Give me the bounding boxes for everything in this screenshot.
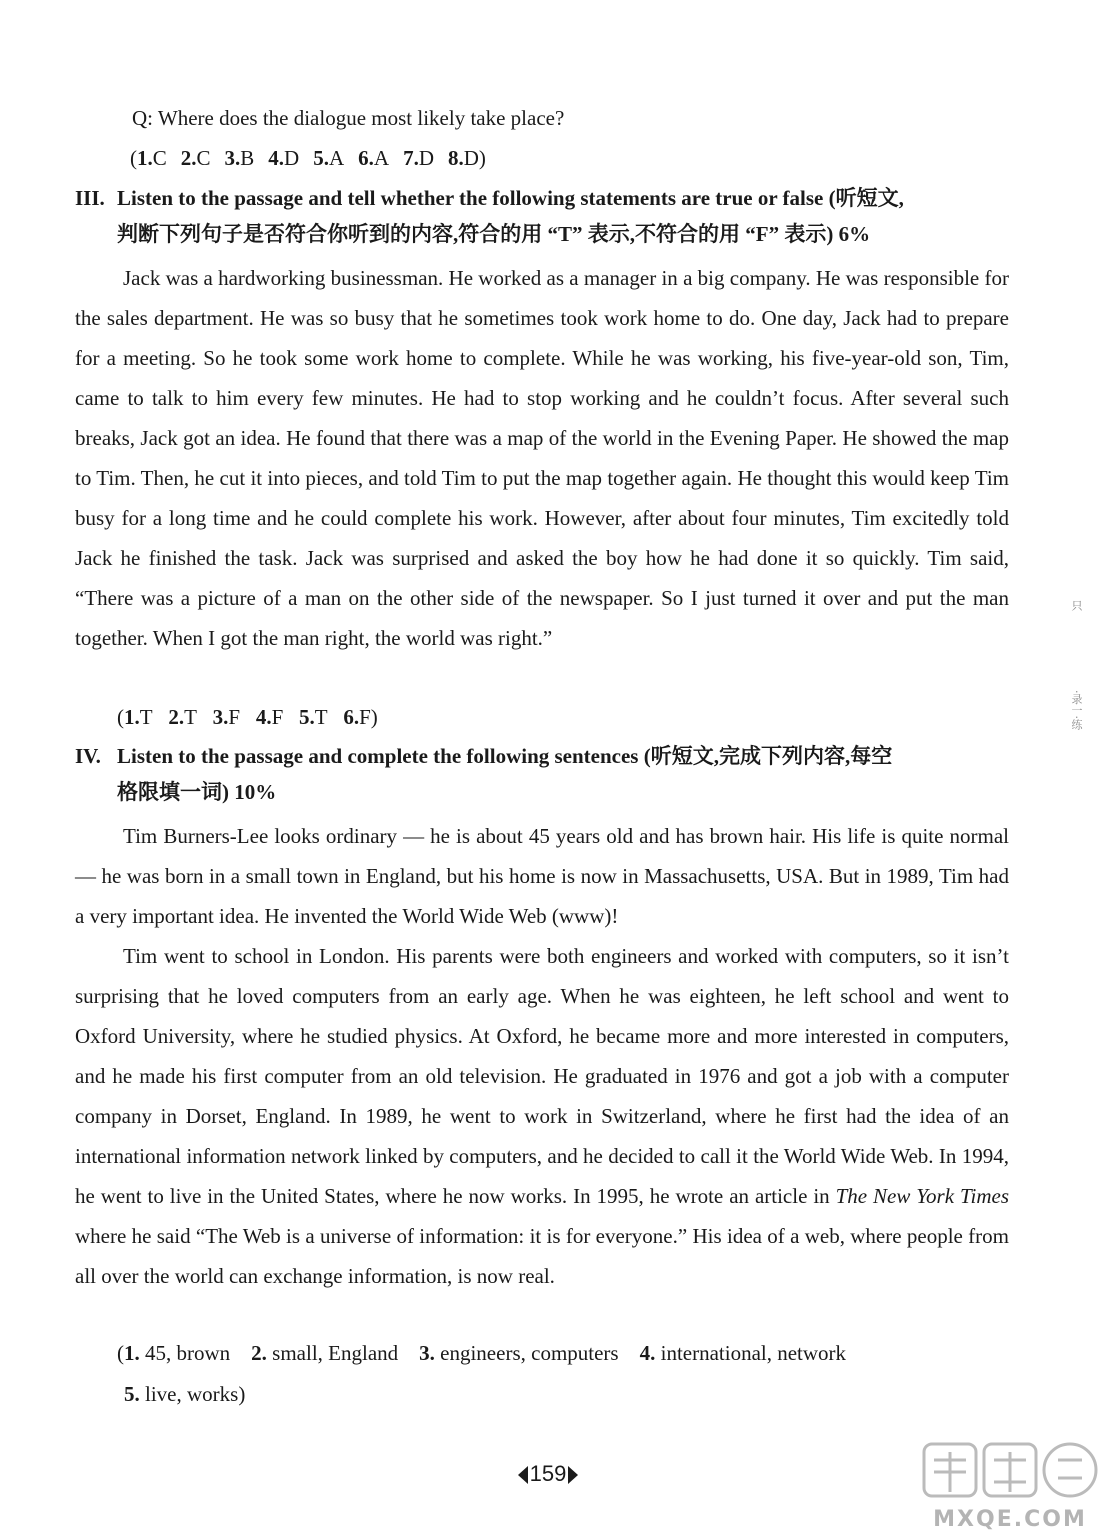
section-4-heading bbox=[75, 738, 1025, 810]
question-text: Q: Where does the dialogue most likely take place? bbox=[132, 106, 565, 130]
answer-key-section-3: (1.T 2.T 3.F 4.F 5.T 6.F) bbox=[117, 705, 378, 729]
answer-item: 6.A bbox=[358, 146, 390, 170]
section-3-passage: Jack was a hardworking businessman. He worked as a manager in a big company. He was responsible for the sales department. He was so busy that he sometimes took work home to do. One day, Jack had to prepare for a meeting. So he took some work home to complete. While he was working, his five-year-old son, Tim, came to talk to him every few minutes. He had to stop working and he couldn’t focus. After several such breaks, Jack got an idea. He found that there was a map of the world in the Evening Paper. He showed the map to Tim. Then, he cut it into pieces, and told Tim to put the map together again. He thought this would keep Tim busy for a long time and he could complete his work. However, after about four minutes, Tim excitedly told Jack he finished the task. Jack was surprised and asked the boy how he had done it so quickly. Tim said, “There was a picture of a man on the other side of the newspaper. So I just turned it over and put the man together. When I got the man right, the world was right.” bbox=[75, 266, 1009, 650]
answer-item: 8.D bbox=[447, 146, 479, 170]
section-title-line-1: Listen to the passage and complete the following sentences (听短文,完成下列内容,每空 bbox=[117, 744, 893, 768]
section-number: IV. bbox=[75, 744, 101, 768]
answer-item: 4.D bbox=[268, 146, 300, 170]
watermark-domain: MXQE.COM bbox=[933, 1507, 1087, 1532]
section-3-heading bbox=[75, 180, 1025, 252]
answer-key-section-4: (1. 45, brown 2. small, England 3. engineers, computers 4. international, network bbox=[117, 1341, 847, 1365]
page-number: 159 bbox=[508, 1460, 588, 1488]
section-title-line-2: 格限填一词) 10% bbox=[117, 780, 277, 804]
answer-item: 2.C bbox=[180, 146, 211, 170]
triangle-right-icon bbox=[568, 1466, 578, 1484]
answer-key-section-4-line-2: 5. live, works) bbox=[124, 1382, 246, 1406]
side-mark-1: 只 bbox=[1070, 600, 1083, 611]
watermark-logo bbox=[918, 1438, 1103, 1533]
section-title-line-1: Listen to the passage and tell whether the following statements are true or false (听短文, bbox=[117, 186, 904, 210]
answer-item: 3.B bbox=[224, 146, 255, 170]
watermark-glyph-3 bbox=[1044, 1444, 1096, 1496]
section-title-line-2: 判断下列句子是否符合你听到的内容,符合的用 “T” 表示,不符合的用 “F” 表示) 6% bbox=[117, 222, 871, 246]
section-number: III. bbox=[75, 186, 105, 210]
watermark-strokes bbox=[934, 1452, 1082, 1492]
section-4-paragraph-2: Tim went to school in London. His parents were both engineers and worked with computers, so it isn’t surprising that he loved computers from an early age. When he was eighteen, he left school and went to Oxford University, where he studied physics. At Oxford, he became more and more interested in computers, and he made his first computer from an old television. He graduated in 1976 and got a job with a computer company in Dorset, England. In 1989, he went to work in Switzerland, where he first had the idea of an international information network linked by computers, and he decided to call it the World Wide Web. In 1994, he went to live in the United States, where he now works. In 1995, he wrote an article in The New York Times where he said “The Web is a universe of information: it is for everyone.” His idea of a web, where people from all over the world can exchange information, is now real. bbox=[75, 944, 1009, 1288]
section-4-paragraph-1: Tim Burners-Lee looks ordinary — he is about 45 years old and has brown hair. His life is quite normal — he was born in a small town in England, but his home is now in Massachusetts, USA. But in 1989, Tim had a very important idea. He invented the World Wide Web (www)! bbox=[75, 824, 1009, 928]
newspaper-title: The New York Times bbox=[835, 1184, 1009, 1208]
answer-item: 7.D bbox=[403, 146, 434, 170]
side-mark-2: ·录一·练 bbox=[1070, 690, 1083, 730]
answer-key-section-2: (1.C 2.C 3.B 4.D 5.A 6.A 7.D 8.D) bbox=[130, 146, 486, 170]
answer-item: 5.A bbox=[313, 146, 345, 170]
triangle-left-icon bbox=[518, 1466, 528, 1484]
answer-item: 1.C bbox=[137, 146, 167, 170]
